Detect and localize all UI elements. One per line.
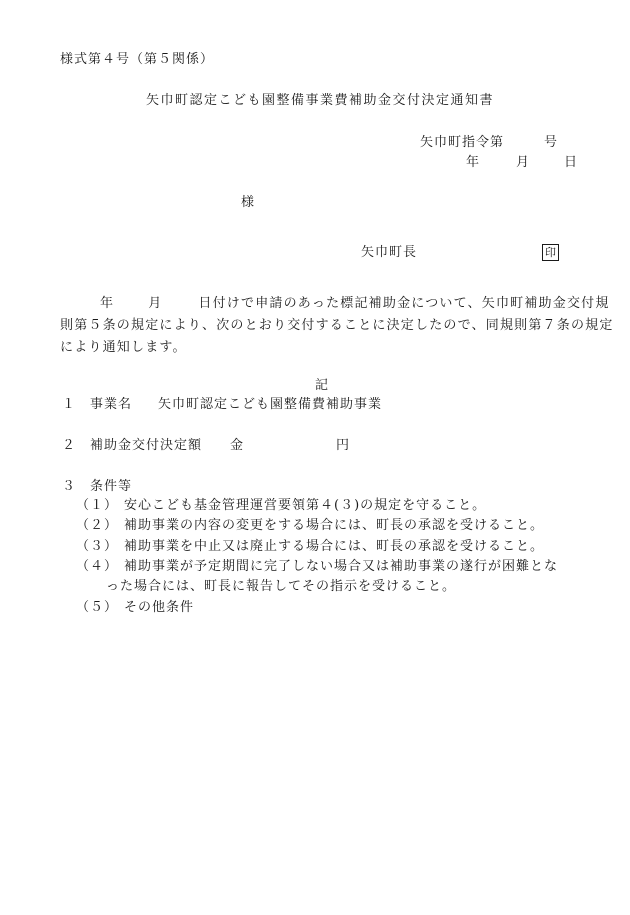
- issue-date: [466, 155, 578, 171]
- seal-mark: 印: [542, 244, 559, 261]
- item-3-number: ３: [62, 479, 77, 494]
- item-3: [62, 479, 132, 495]
- document-title: 矢巾町認定こども園整備事業費補助金交付決定通知書: [146, 93, 495, 108]
- item-1-number: １: [62, 397, 77, 412]
- item-2-value-prefix: 金: [230, 438, 245, 453]
- date-day: 日: [564, 155, 579, 170]
- condition-2-number: （２）: [76, 518, 119, 533]
- issuer-name: 矢巾町長: [361, 245, 418, 260]
- item-3-label: 条件等: [90, 479, 133, 494]
- condition-5-number: （５）: [76, 600, 119, 615]
- condition-4: [76, 559, 558, 575]
- body-month: 月: [148, 296, 163, 311]
- condition-4-text: 補助事業が予定期間に完了しない場合又は補助事業の遂行が困難とな: [124, 559, 559, 574]
- order-number-suffix: 号: [544, 135, 559, 150]
- item-2: [62, 438, 350, 454]
- order-number: [420, 135, 558, 151]
- item-1: [62, 397, 382, 413]
- body-text: 日付けで申請のあった標記補助金について、矢巾町補助金交付規則第５条の規定により、次のとおり交付することに決定したので、同規則第７条の規定により通知します。: [60, 296, 614, 355]
- body-year: 年: [100, 296, 115, 311]
- body-paragraph: [60, 293, 620, 359]
- condition-2-text: 補助事業の内容の変更をする場合には、町長の承認を受けること。: [124, 518, 545, 533]
- condition-1: [76, 498, 486, 514]
- addressee-suffix: 様: [241, 195, 256, 210]
- date-month: 月: [516, 155, 531, 170]
- condition-4-continuation: った場合には、町長に報告してその指示を受けること。: [106, 579, 457, 594]
- item-2-value-suffix: 円: [336, 438, 351, 453]
- condition-2: [76, 518, 544, 534]
- condition-4-number: （４）: [76, 559, 119, 574]
- condition-5: [76, 600, 194, 616]
- order-number-prefix: 矢巾町指令第: [420, 135, 505, 150]
- item-2-label: 補助金交付決定額: [90, 438, 203, 453]
- item-1-label: 事業名: [90, 397, 133, 412]
- condition-1-number: （１）: [76, 498, 119, 513]
- item-2-number: ２: [62, 438, 77, 453]
- form-number: 様式第４号（第５関係）: [60, 52, 215, 67]
- item-1-value: 矢巾町認定こども園整備費補助事業: [158, 397, 383, 412]
- condition-1-text: 安心こども基金管理運営要領第４(３)の規定を守ること。: [124, 498, 487, 513]
- record-mark: 記: [315, 378, 330, 393]
- date-year: 年: [466, 155, 481, 170]
- condition-3: [76, 539, 544, 555]
- condition-5-text: その他条件: [124, 600, 195, 615]
- condition-3-number: （３）: [76, 539, 119, 554]
- condition-3-text: 補助事業を中止又は廃止する場合には、町長の承認を受けること。: [124, 539, 545, 554]
